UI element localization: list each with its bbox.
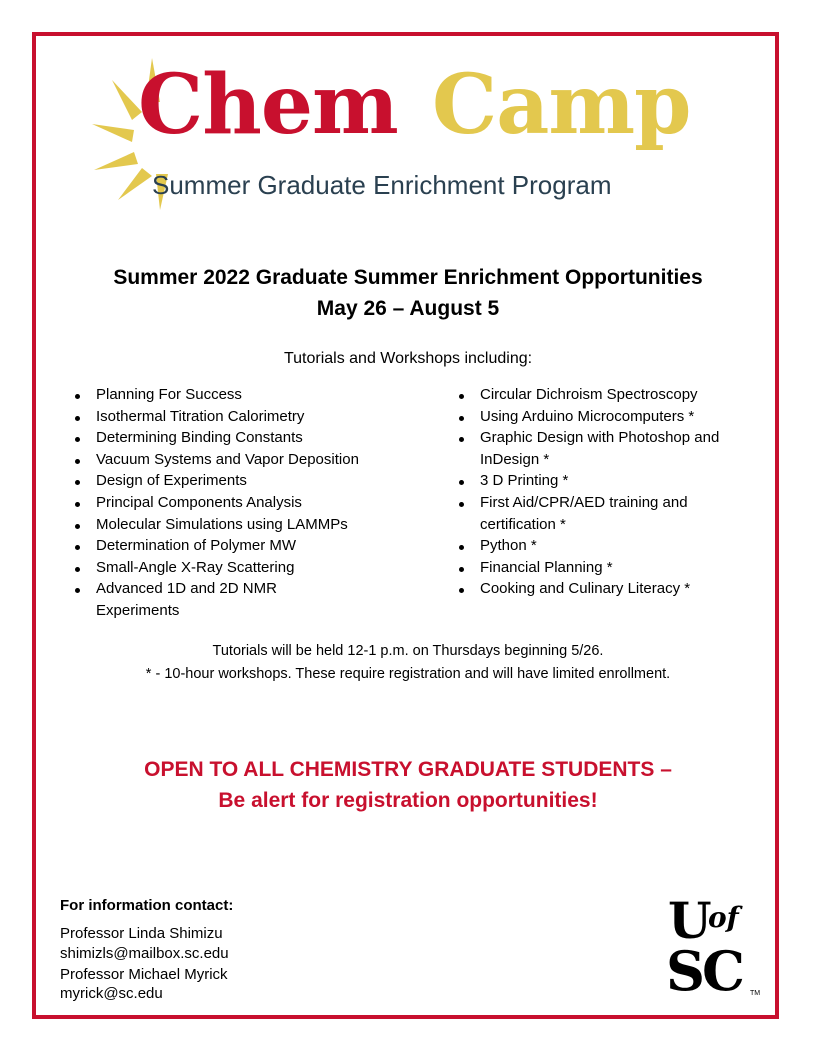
callout-line2: Be alert for registration opportunities!: [218, 789, 598, 812]
list-item: Using Arduino Microcomputers *: [456, 406, 746, 428]
intro-text: Tutorials and Workshops including:: [283, 350, 533, 367]
headline-dates: May 26 – August 5: [316, 297, 500, 320]
list-item: Determining Binding Constants: [72, 427, 402, 449]
list-item: Small-Angle X-Ray Scattering: [72, 557, 402, 579]
headline-title: Summer 2022 Graduate Summer Enrichment Opportunities: [113, 266, 703, 289]
list-item: Cooking and Culinary Literacy *: [456, 578, 746, 600]
list-item: Python *: [456, 535, 746, 557]
contact-name-1: Professor Linda Shimizu: [60, 925, 223, 942]
logo-sc: SC: [666, 939, 742, 1003]
contact-email-1[interactable]: shimizls@mailbox.sc.edu: [60, 945, 229, 962]
logo-u: U: [668, 891, 712, 950]
workshop-note: * - 10-hour workshops. These require registration and will have limited enrollment.: [145, 666, 671, 682]
logo-of: of: [708, 901, 739, 934]
callout-line1: OPEN TO ALL CHEMISTRY GRADUATE STUDENTS –: [144, 758, 672, 781]
list-item: Isothermal Titration Calorimetry: [72, 406, 402, 428]
schedule-note: Tutorials will be held 12-1 p.m. on Thursdays beginning 5/26.: [212, 643, 604, 659]
left-topic-list: [72, 384, 402, 622]
list-item: Design of Experiments: [72, 470, 402, 492]
contact-name-2: Professor Michael Myrick: [60, 966, 228, 983]
list-item: Planning For Success: [72, 384, 402, 406]
logo-subtitle: Summer Graduate Enrichment Program: [152, 170, 612, 200]
logo-chem-word: Chem: [138, 57, 398, 153]
list-item: 3 D Printing *: [456, 470, 746, 492]
list-item: First Aid/CPR/AED training and certification *: [456, 492, 725, 535]
list-item: Financial Planning *: [456, 557, 746, 579]
logo-trademark: TM: [750, 990, 761, 997]
contact-heading: For information contact:: [60, 897, 234, 914]
university-logo: [662, 891, 762, 1006]
chemcamp-logo: [90, 50, 740, 210]
list-item: Determination of Polymer MW: [72, 535, 402, 557]
list-item: Graphic Design with Photoshop and InDesign *: [456, 427, 746, 470]
contact-email-2[interactable]: myrick@sc.edu: [60, 985, 163, 1002]
list-item: Circular Dichroism Spectroscopy: [456, 384, 746, 406]
right-topic-list: [456, 384, 746, 600]
list-item: Vacuum Systems and Vapor Deposition: [72, 449, 402, 471]
list-item: Molecular Simulations using LAMMPs: [72, 514, 402, 536]
logo-camp-word: Camp: [432, 57, 691, 153]
list-item: Advanced 1D and 2D NMR Experiments: [72, 578, 311, 621]
list-item: Principal Components Analysis: [72, 492, 402, 514]
